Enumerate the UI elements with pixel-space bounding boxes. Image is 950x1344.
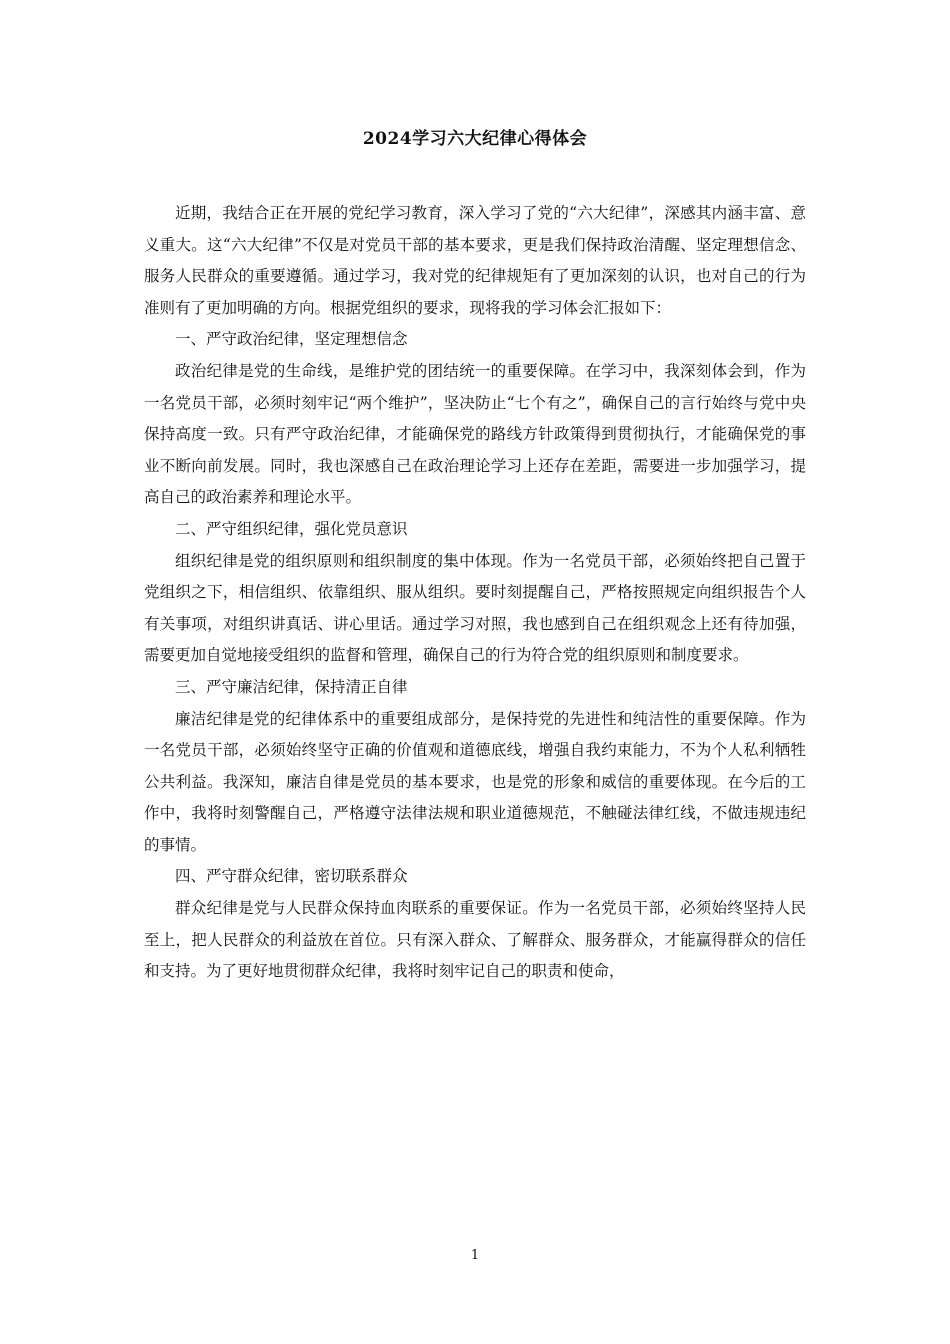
intro-paragraph: 近期，我结合正在开展的党纪学习教育，深入学习了党的“六大纪律”，深感其内涵丰富、意义重大。这“六大纪律”不仅是对党员干部的基本要求，更是我们保持政治清醒、坚定理想信念、服务人民群众的重要遵循。通过学习，我对党的纪律规矩有了更加深刻的认识，也对自己的行为准则有了更加明确的方向。根据党组织的要求，现将我的学习体会汇报如下：	[144, 204, 806, 317]
political-discipline-paragraph: 政治纪律是党的生命线，是维护党的团结统一的重要保障。在学习中，我深刻体会到，作为一名党员干部，必须时刻牢记“两个维护”，坚决防止“七个有之”，确保自己的言行始终与党中央保持高度一致。只有严守政治纪律，才能确保党的路线方针政策得到贯彻执行，才能确保党的事业不断向前发展。同时，我也深感自己在政治理论学习上还存在差距，需要进一步加强学习，提高自己的政治素养和理论水平。	[144, 361, 806, 507]
integrity-discipline-paragraph: 廉洁纪律是党的纪律体系中的重要组成部分，是保持党的先进性和纯洁性的重要保障。作为一名党员干部，必须始终坚守正确的价值观和道德底线，增强自我约束能力，不为个人私利牺牲公共利益。我深知，廉洁自律是党员的基本要求，也是党的形象和威信的重要体现。在今后的工作中，我将时刻警醒自己，严格遵守法律法规和职业道德规范，不触碰法律红线，不做违规违纪的事情。	[144, 709, 806, 854]
section-heading-political: 一、严守政治纪律，坚定理想信念	[175, 330, 408, 349]
document-body	[144, 198, 806, 988]
section-heading-mass: 四、严守群众纪律，密切联系群众	[175, 867, 408, 886]
section-heading-integrity: 三、严守廉洁纪律，保持清正自律	[175, 677, 408, 696]
mass-discipline-paragraph: 群众纪律是党与人民群众保持血肉联系的重要保证。作为一名党员干部，必须始终坚持人民至上，把人民群众的利益放在首位。只有深入群众、了解群众、服务群众，才能赢得群众的信任和支持。为了更好地贯彻群众纪律，我将时刻牢记自己的职责和使命，	[144, 899, 806, 981]
section-heading-organizational: 二、严守组织纪律，强化党员意识	[175, 519, 408, 538]
page-number: 1	[470, 1248, 480, 1263]
organizational-discipline-paragraph: 组织纪律是党的组织原则和组织制度的集中体现。作为一名党员干部，必须始终把自己置于党组织之下，相信组织、依靠组织、服从组织。要时刻提醒自己，严格按照规定向组织报告个人有关事项，对组织讲真话、讲心里话。通过学习对照，我也感到自己在组织观念上还有待加强，需要更加自觉地接受组织的监督和管理，确保自己的行为符合党的组织原则和制度要求。	[144, 551, 806, 665]
document-title: 2024学习六大纪律心得体会	[362, 129, 588, 149]
